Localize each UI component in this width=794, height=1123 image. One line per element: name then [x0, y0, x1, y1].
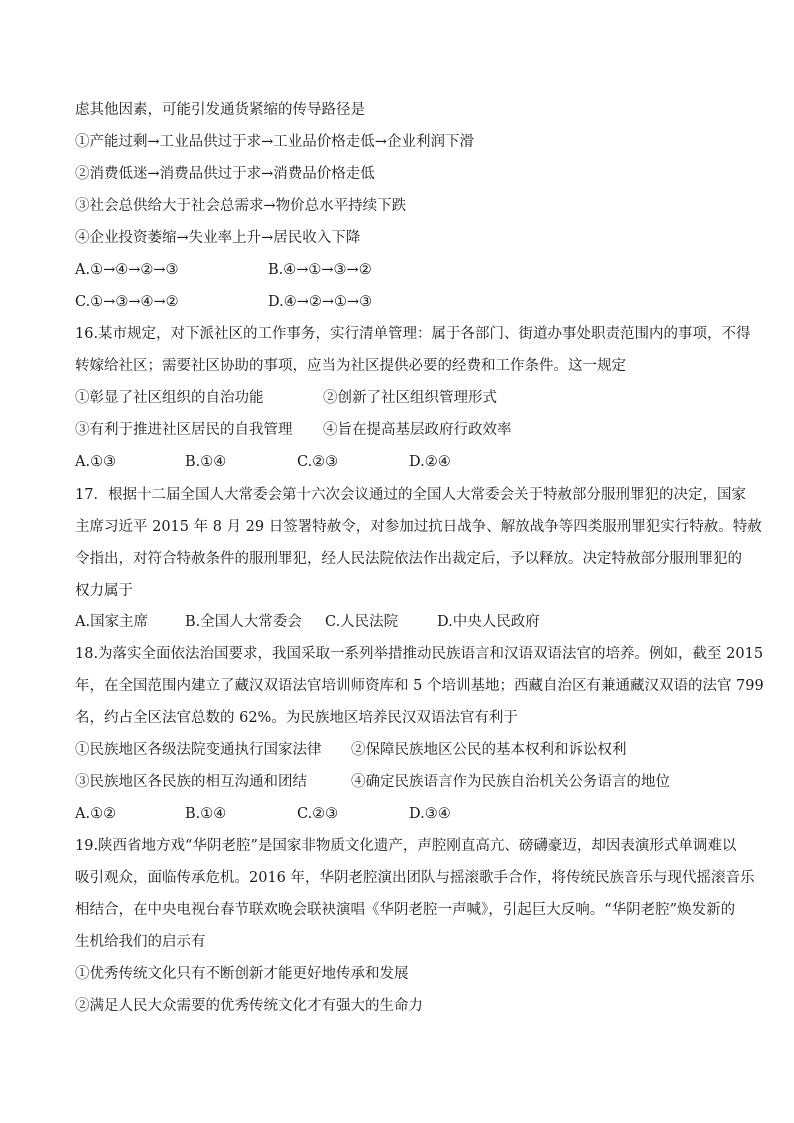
q17-stem-line-1: 17．根据十二届全国人大常委会第十六次会议通过的全国人大常委会关于特赦部分服刑罪犯的决定，国家: [75, 487, 746, 503]
q16-option-d[interactable]: D.②④: [409, 454, 451, 470]
q17-option-b[interactable]: B.全国人大常委会: [185, 614, 302, 630]
q16-item-2: ②创新了社区组织管理形式: [323, 390, 497, 406]
q15-stem-tail: 虑其他因素，可能引发通货紧缩的传导路径是: [75, 102, 365, 118]
q16-option-b[interactable]: B.①④: [185, 454, 227, 470]
q18-option-b[interactable]: B.①④: [185, 806, 227, 822]
q17-stem-line-3: 令指出，对符合特赦条件的服刑罪犯，经人民法院依法作出裁定后，予以释放。决定特赦部分服刑罪犯的: [75, 551, 742, 567]
q16-option-a[interactable]: A.①③: [75, 454, 117, 470]
q18-stem-line-2: 年，在全国范围内建立了藏汉双语法官培训师资库和 5 个培训基地；西藏自治区有兼通藏汉双语的法官 799: [75, 678, 764, 694]
q16-item-1: ①彰显了社区组织的自治功能: [75, 390, 264, 406]
q17-option-c[interactable]: C.人民法院: [325, 614, 399, 630]
q16-option-c[interactable]: C.②③: [297, 454, 339, 470]
q15-option-a[interactable]: A.①→④→②→③: [75, 262, 179, 278]
q18-option-a[interactable]: A.①②: [75, 806, 117, 822]
q19-stem-line-4: 生机给我们的启示有: [75, 934, 206, 950]
q16-item-4: ④旨在提高基层政府行政效率: [323, 422, 512, 438]
q19-stem-line-2: 吸引观众，面临传承危机。2016 年，华阴老腔演出团队与摇滚歌手合作，将传统民族音乐与现代摇滚音乐: [75, 870, 755, 886]
q18-item-4: ④确定民族语言作为民族自治机关公务语言的地位: [351, 774, 670, 790]
q16-item-3: ③有利于推进社区居民的自我管理: [75, 422, 293, 438]
q19-stem-line-1: 19.陕西省地方戏“华阴老腔”是国家非物质文化遗产，声腔刚直高亢、磅礴豪迈，却因表演形式单调难以: [75, 838, 737, 854]
q18-item-3: ③民族地区各民族的相互沟通和团结: [75, 774, 307, 790]
q15-item-4: ④企业投资萎缩→失业率上升→居民收入下降: [75, 230, 361, 246]
q17-option-a[interactable]: A.国家主席: [75, 614, 149, 630]
q15-item-2: ②消费低迷→消费品供过于求→消费品价格走低: [75, 166, 375, 182]
q15-item-1: ①产能过剩→工业品供过于求→工业品价格走低→企业利润下滑: [75, 134, 474, 150]
q18-stem-line-1: 18.为落实全面依法治国要求，我国采取一系列举措推动民族语言和汉语双语法官的培养。例如，截至 2015: [75, 646, 764, 662]
q18-option-c[interactable]: C.②③: [297, 806, 339, 822]
q15-item-3: ③社会总供给大于社会总需求→物价总水平持续下跌: [75, 198, 407, 214]
q15-option-d[interactable]: D.④→②→①→③: [268, 294, 373, 310]
q16-stem-line-1: 16.某市规定，对下派社区的工作事务，实行清单管理：属于各部门、街道办事处职责范围内的事项，不得: [75, 326, 751, 342]
q18-option-d[interactable]: D.③④: [409, 806, 451, 822]
q19-item-2: ②满足人民大众需要的优秀传统文化才有强大的生命力: [75, 998, 423, 1014]
q18-stem-line-3: 名，约占全区法官总数的 62%。为民族地区培养民汉双语法官有利于: [75, 710, 518, 726]
q19-stem-line-3: 相结合，在中央电视台春节联欢晚会联袂演唱《华阴老腔一声喊》，引起巨大反响。“华阴老腔”焕发新的: [75, 902, 736, 918]
q17-stem-line-2: 主席习近平 2015 年 8 月 29 日签署特赦令，对参加过抗日战争、解放战争等四类服刑罪犯实行特赦。特赦: [75, 519, 762, 535]
q17-option-d[interactable]: D.中央人民政府: [437, 614, 540, 630]
q17-stem-line-4: 权力属于: [75, 583, 133, 599]
q18-item-1: ①民族地区各级法院变通执行国家法律: [75, 742, 322, 758]
q18-item-2: ②保障民族地区公民的基本权利和诉讼权利: [351, 742, 627, 758]
q15-option-c[interactable]: C.①→③→④→②: [75, 294, 179, 310]
q16-stem-line-2: 转嫁给社区；需要社区协助的事项，应当为社区提供必要的经费和工作条件。这一规定: [75, 358, 626, 374]
q19-item-1: ①优秀传统文化只有不断创新才能更好地传承和发展: [75, 966, 409, 982]
q15-option-b[interactable]: B.④→①→③→②: [268, 262, 372, 278]
